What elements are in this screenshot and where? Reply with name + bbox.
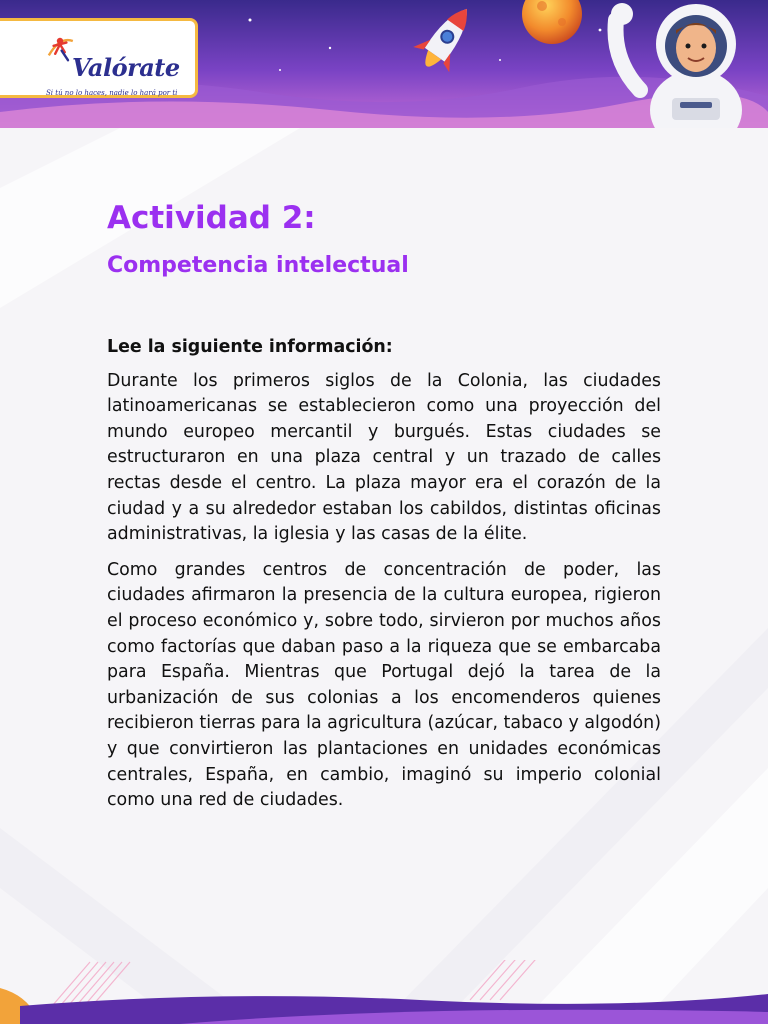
logo-tagline: Si tú no lo haces, nadie lo hará por ti xyxy=(46,89,178,97)
logo-card xyxy=(0,18,198,98)
footer-wave xyxy=(0,960,768,1024)
reading-paragraph-2: Como grandes centros de concentración de poder, las ciudades afirmaron la presencia de la cultura europea, rigieron el proceso económico y, sobre todo, sirvieron por muchos años como factorías que daban paso a la riqueza que se embarcaba para España. Mientras que Portugal dejó la tarea de la urbanización de sus colonias a los encomenderos quienes recibieron tierras para la agricultura (azúcar, tabaco y algodón) y que convirtieron las plantaciones en unidades económicas centrales, España, en cambio, imaginó su imperio colonial como una red de ciudades. xyxy=(107,559,661,811)
logo-wordmark: Valórate xyxy=(72,53,180,82)
reading-section xyxy=(107,335,661,824)
header-banner xyxy=(0,0,768,128)
activity-title: Actividad 2: xyxy=(107,200,316,236)
reading-instruction: Lee la siguiente información: xyxy=(107,337,393,357)
reading-paragraph-1: Durante los primeros siglos de la Colonia, las ciudades latinoamericanas se establecieron como una proyección del mundo europeo mercantil y burgués. Estas ciudades se estructuraron en una plaza central y un trazado de calles rectas desde el centro. La plaza mayor era el corazón de la ciudad y a su alrededor estaban los cabildos, distintas oficinas administrativas, la iglesia y las casas de la élite. xyxy=(107,370,661,545)
activity-subtitle: Competencia intelectual xyxy=(107,253,409,278)
